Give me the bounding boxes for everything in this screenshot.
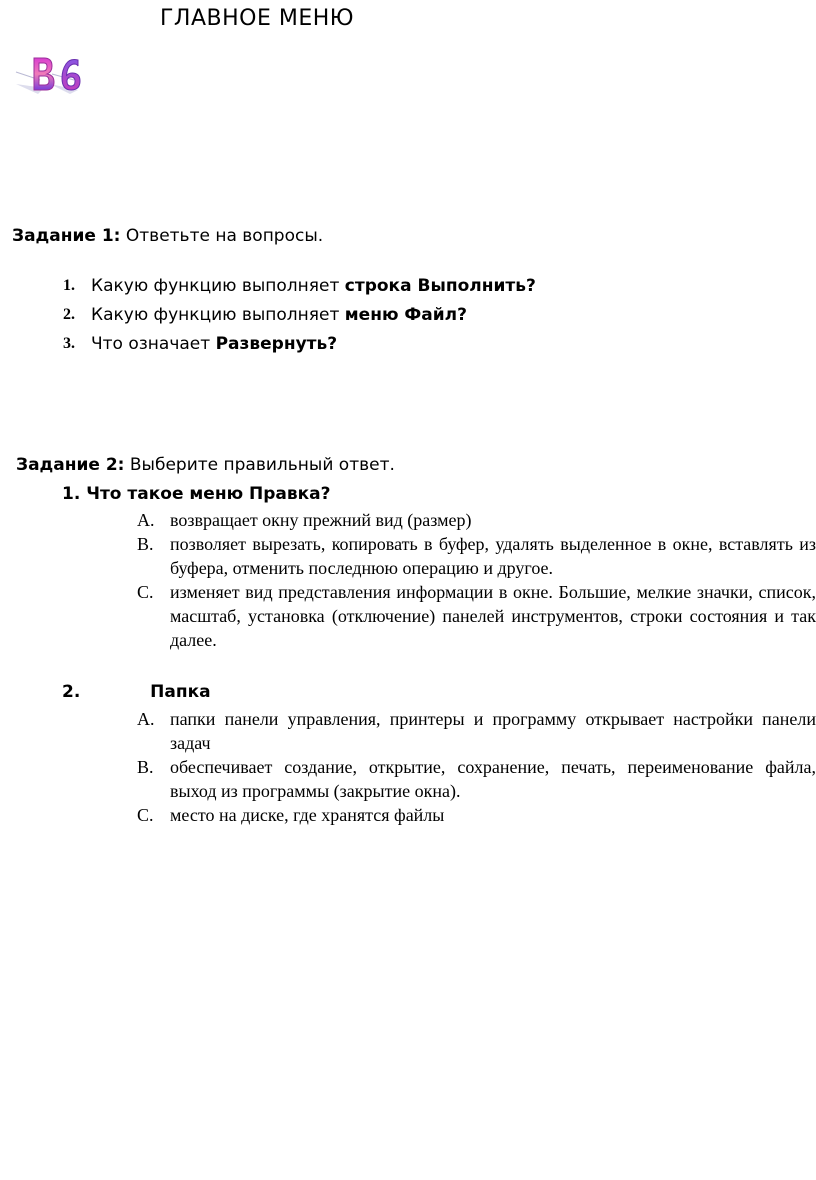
question-number: 3. xyxy=(63,335,75,352)
option-text: обеспечивает создание, открытие, сохранение, печать, переименование файла, выход из программы (закрытие окна). xyxy=(170,757,816,801)
task2-heading xyxy=(16,455,395,475)
answer-option-a xyxy=(137,508,816,532)
task2-question-2-title xyxy=(62,682,211,702)
option-letter: C. xyxy=(137,582,154,602)
task1-question-3 xyxy=(63,334,338,354)
task1-label: Задание 1: xyxy=(12,226,121,246)
question-text: Какую функцию выполняет xyxy=(91,305,345,325)
question-bold-term: Развернуть? xyxy=(215,334,338,354)
question-title: Папка xyxy=(150,682,211,702)
task2-label: Задание 2: xyxy=(16,455,125,475)
option-letter: A. xyxy=(137,510,155,530)
task2-instruction: Выберите правильный ответ. xyxy=(129,455,395,475)
question-text: Что означает xyxy=(91,334,216,354)
task1-instruction: Ответьте на вопросы. xyxy=(125,226,324,246)
answer-option-c xyxy=(137,580,816,652)
option-text: позволяет вырезать, копировать в буфер, удалять выделенное в окне, вставлять из буфера, отменить последнюю операцию и другое. xyxy=(170,534,816,578)
question-bold-term: меню Файл? xyxy=(344,305,467,325)
page-title: ГЛАВНОЕ МЕНЮ xyxy=(160,6,355,31)
option-text: место на диске, где хранятся файлы xyxy=(170,805,445,825)
option-letter: B. xyxy=(137,757,154,777)
task1-question-2 xyxy=(63,305,467,325)
b6-logo xyxy=(14,50,90,100)
question-bold-term: строка Выполнить? xyxy=(344,276,536,296)
option-text: папки панели управления, принтеры и программу открывает настройки панели задач xyxy=(170,709,816,753)
question-title: Что такое меню Правка? xyxy=(86,484,331,504)
question-number: 2. xyxy=(62,682,81,702)
question-number: 1. xyxy=(62,484,81,504)
option-letter: C. xyxy=(137,805,154,825)
option-letter: B. xyxy=(137,534,154,554)
question-number: 2. xyxy=(63,306,75,323)
answer-option-a xyxy=(137,707,816,755)
option-letter: A. xyxy=(137,709,155,729)
task1-heading xyxy=(12,226,323,246)
task1-question-1 xyxy=(63,276,536,296)
question-text: Какую функцию выполняет xyxy=(91,276,345,296)
answer-option-b xyxy=(137,532,816,580)
answer-option-c xyxy=(137,803,816,827)
task2-question-1-title xyxy=(62,484,331,504)
option-text: возвращает окну прежний вид (размер) xyxy=(170,510,472,530)
answer-option-b xyxy=(137,755,816,803)
option-text: изменяет вид представления информации в окне. Большие, мелкие значки, список, масштаб, установка (отключение) панелей инструментов, строки состояния и так далее. xyxy=(170,582,816,650)
question-number: 1. xyxy=(63,277,75,294)
